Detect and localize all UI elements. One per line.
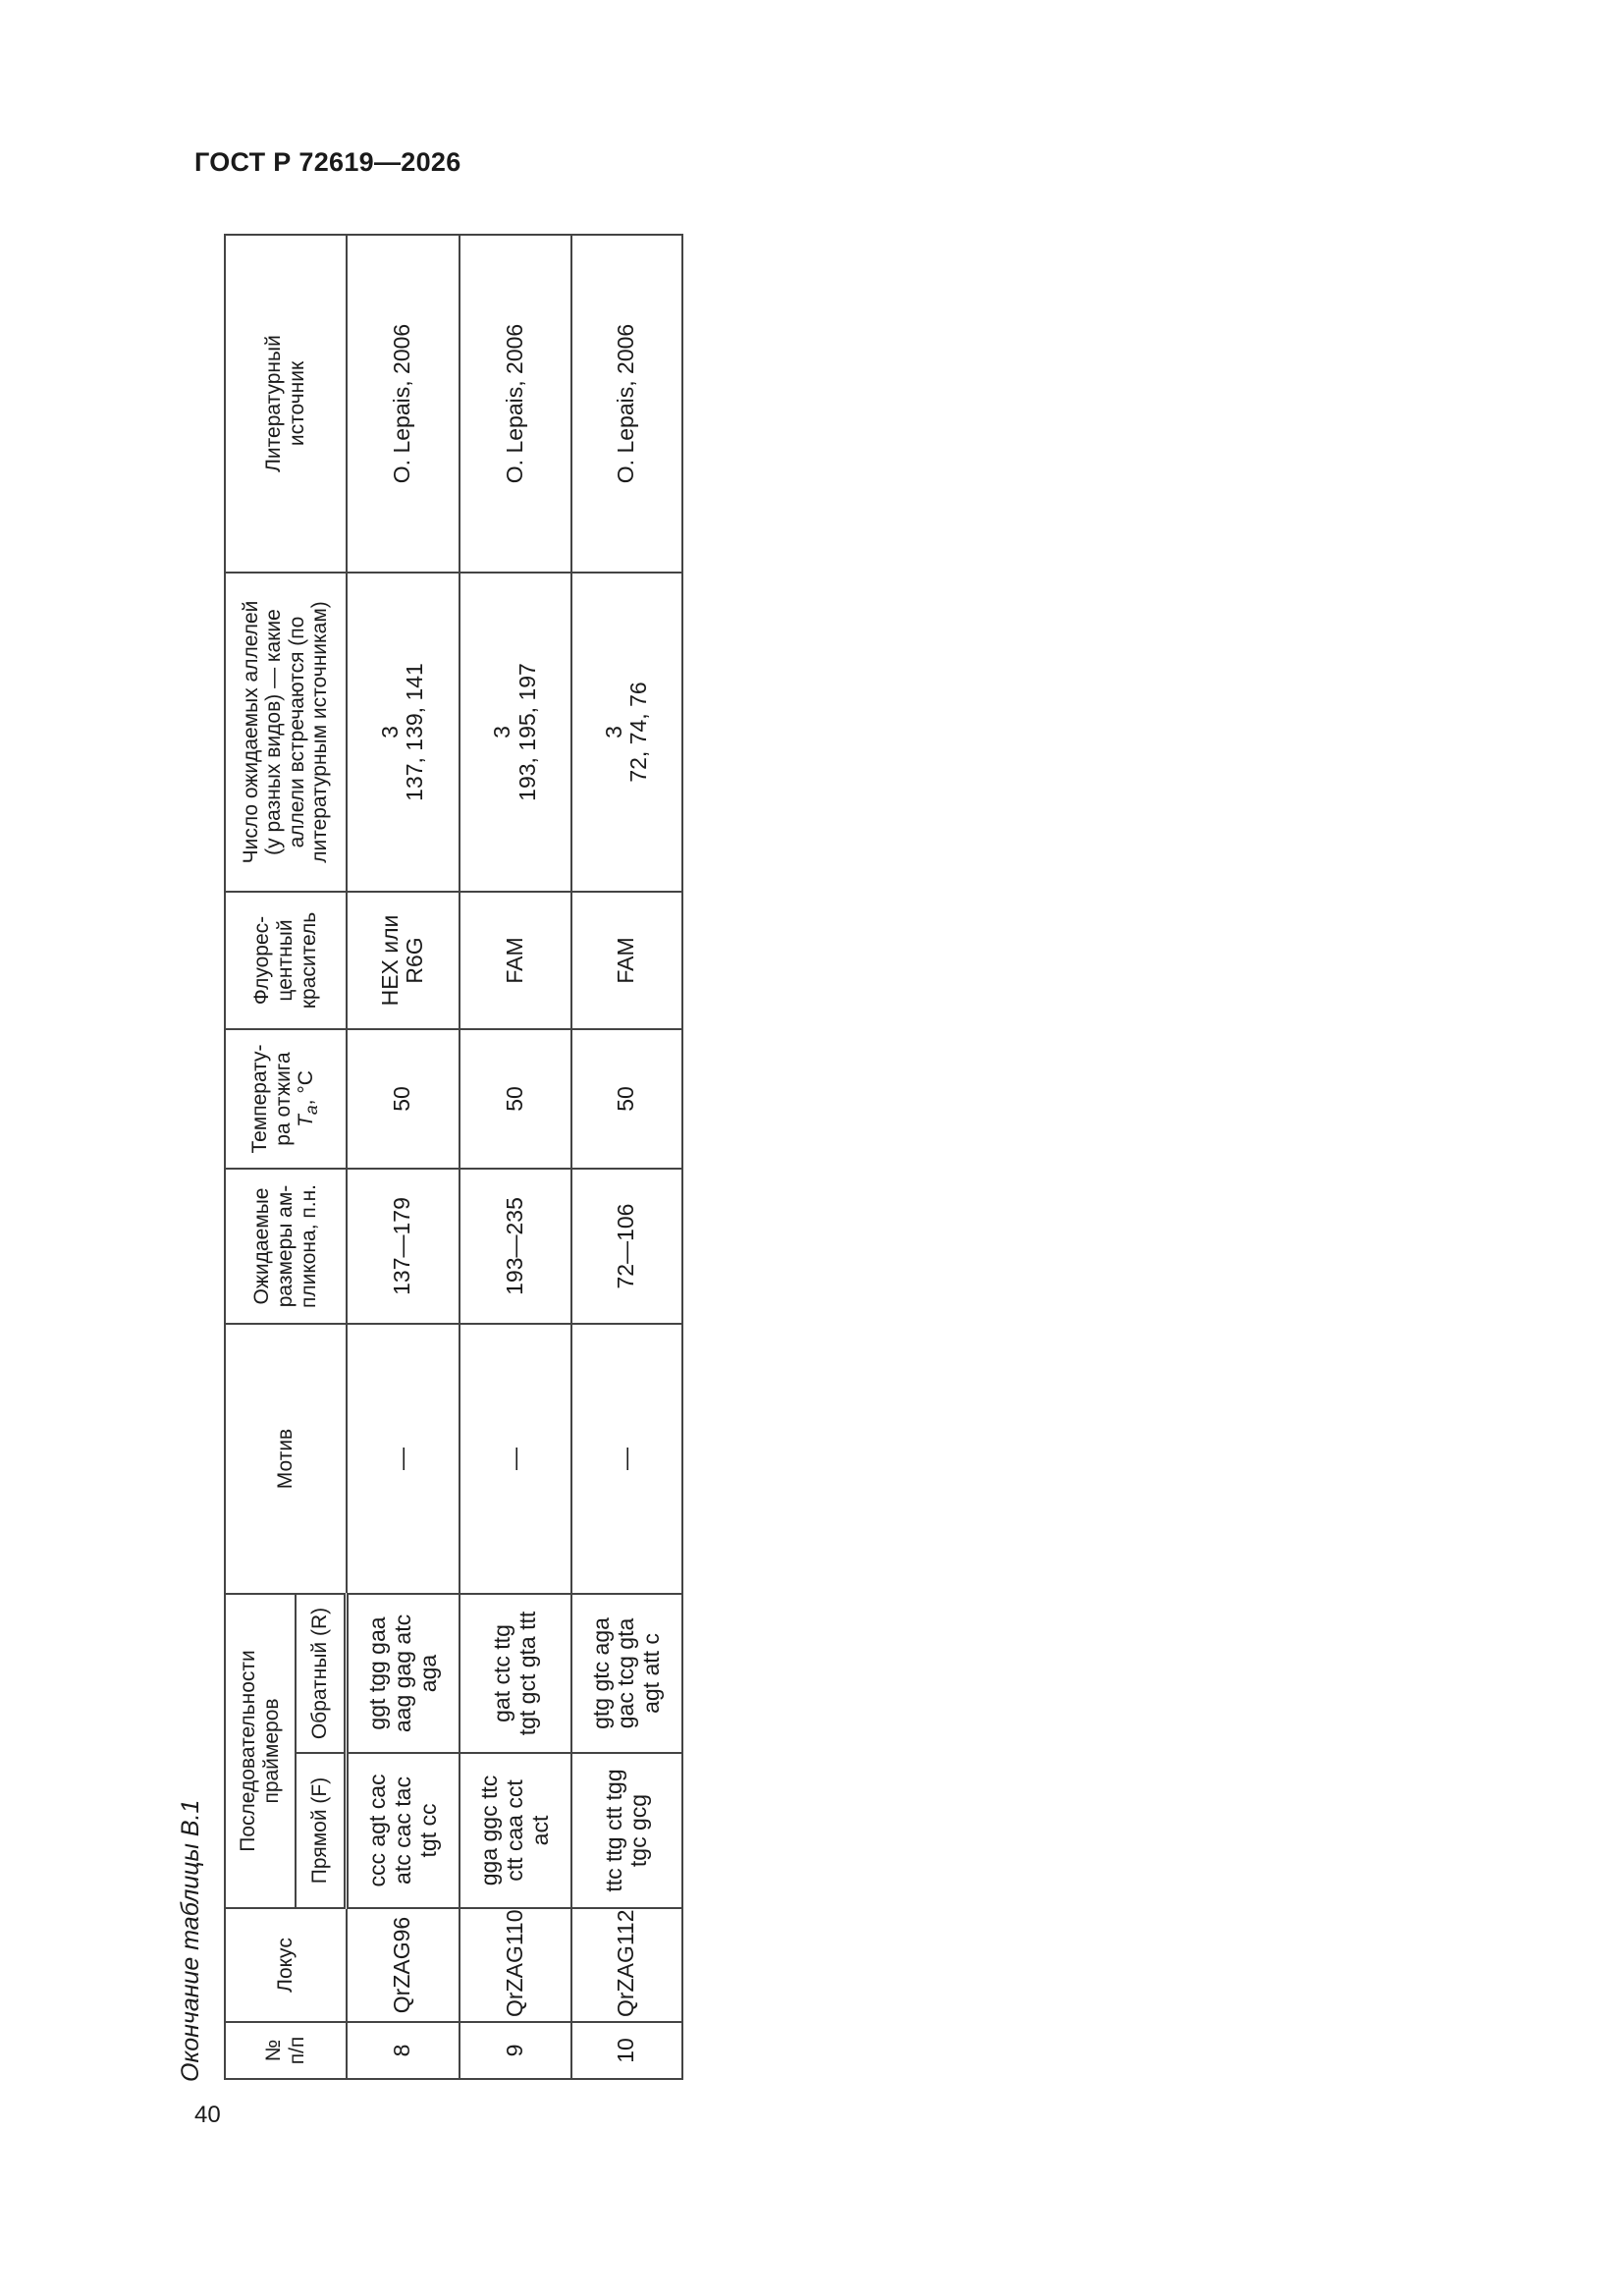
table-row (460, 235, 570, 2079)
cell-source: O. Lepais, 2006 (347, 235, 460, 573)
header-fluorescent-dye: Флуорес- центный краситель (225, 892, 347, 1029)
cell-num: 8 (347, 2022, 460, 2079)
cell-motif: — (460, 1324, 570, 1594)
cell-dye: FAM (460, 892, 570, 1029)
cell-forward-primer: ttc ttg ctt tgg tgc gcg (571, 1753, 683, 1908)
header-motif: Мотив (225, 1324, 347, 1594)
header-alleles: Число ожидаемых аллелей (у разных видов) — какие аллели встречаются (по литературным источникам) (225, 573, 347, 892)
cell-alleles: 3 72, 74, 76 (571, 573, 683, 892)
cell-locus: QrZAG110 (460, 1908, 570, 2022)
header-primers: Последовательности праймеров (225, 1594, 296, 1908)
cell-dye: HEX или R6G (347, 892, 460, 1029)
table-caption: Окончание таблицы В.1 (177, 1799, 204, 2082)
rotated-table-block (177, 236, 687, 2082)
cell-reverse-primer: gat ctc ttg tgt gct gta ttt (460, 1594, 570, 1753)
document-header: ГОСТ Р 72619—2026 (194, 147, 461, 177)
cell-motif: — (347, 1324, 460, 1594)
header-reverse: Обратный (R) (296, 1594, 347, 1753)
table-row (571, 235, 683, 2079)
cell-num: 10 (571, 2022, 683, 2079)
cell-reverse-primer: gtg gtc aga gac tcg gta agt att c (571, 1594, 683, 1753)
cell-temperature: 50 (460, 1029, 570, 1169)
header-annealing-temperature: Температу- ра отжига $T_a$, °C (225, 1029, 347, 1169)
cell-amplicon-size: 72—106 (571, 1169, 683, 1324)
header-source: Литературный источник (225, 235, 347, 573)
table-row (347, 235, 460, 2079)
cell-source: O. Lepais, 2006 (571, 235, 683, 573)
cell-source: O. Lepais, 2006 (460, 235, 570, 573)
header-locus: Локус (225, 1908, 347, 2022)
cell-temperature: 50 (347, 1029, 460, 1169)
primer-table (224, 234, 683, 2080)
cell-forward-primer: gga ggc ttc ctt caa cct act (460, 1753, 570, 1908)
header-amplicon-size: Ожидаемые размеры ам- пликона, п.н. (225, 1169, 347, 1324)
cell-alleles: 3 137, 139, 141 (347, 573, 460, 892)
page-number: 40 (194, 2102, 221, 2128)
cell-forward-primer: ccc agt cac atc cac tac tgt cc (347, 1753, 460, 1908)
cell-locus: QrZAG96 (347, 1908, 460, 2022)
cell-alleles: 3 193, 195, 197 (460, 573, 570, 892)
cell-reverse-primer: ggt tgg gaa aag gag atc aga (347, 1594, 460, 1753)
header-num: № п/п (225, 2022, 347, 2079)
cell-amplicon-size: 193—235 (460, 1169, 570, 1324)
cell-amplicon-size: 137—179 (347, 1169, 460, 1324)
cell-dye: FAM (571, 892, 683, 1029)
cell-num: 9 (460, 2022, 570, 2079)
cell-temperature: 50 (571, 1029, 683, 1169)
header-forward: Прямой (F) (296, 1753, 347, 1908)
cell-motif: — (571, 1324, 683, 1594)
cell-locus: QrZAG112 (571, 1908, 683, 2022)
